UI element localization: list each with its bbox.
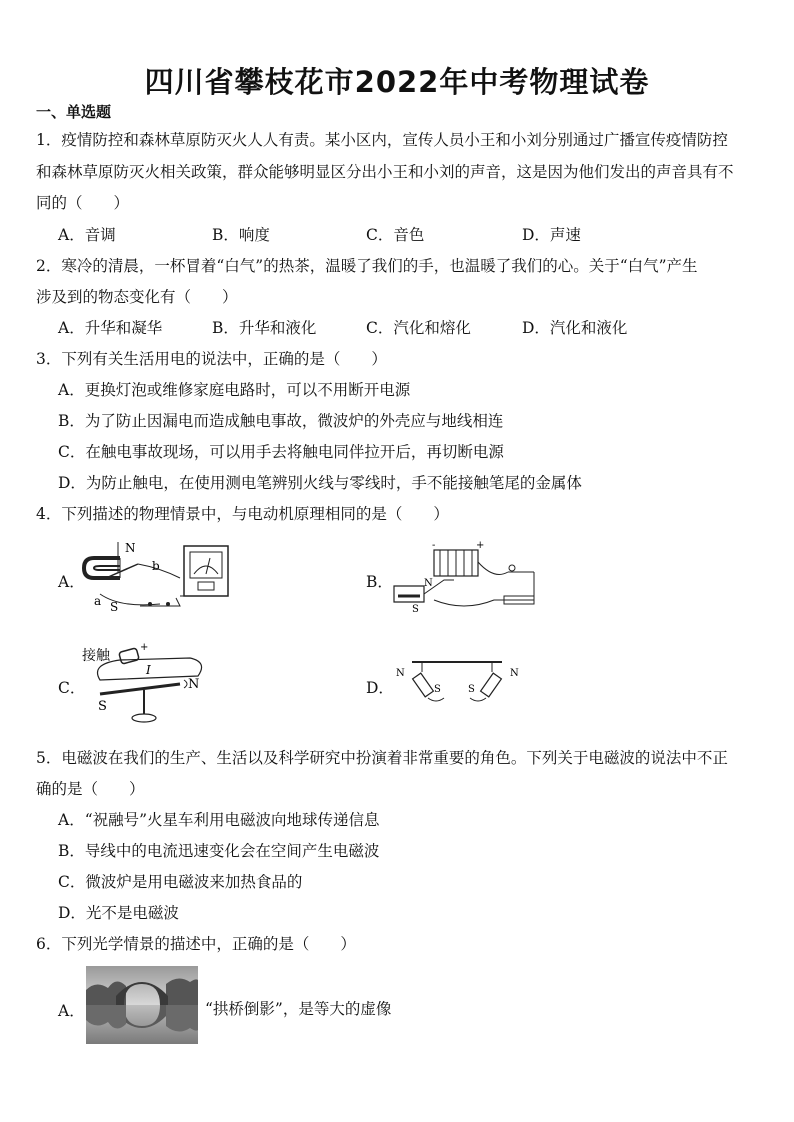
figure-4b-label-plus: + — [476, 540, 485, 551]
question-1-line-2: 和森林草原防灭火相关政策，群众能够明显区分出小王和小刘的声音，这是因为他们发出的声音具有不 — [36, 163, 734, 181]
question-5-option-b: B．导线中的电流迅速变化会在空间产生电磁波 — [58, 842, 380, 860]
question-5-option-c: C．微波炉是用电磁波来加热食品的 — [58, 873, 303, 891]
question-5-option-d: D．光不是电磁波 — [58, 904, 179, 922]
figure-4c-label-plus: + — [140, 642, 149, 653]
figure-4a-label-s: S — [110, 600, 119, 614]
figure-4c-label-s: S — [98, 699, 107, 714]
question-3-line-1: 3．下列有关生活用电的说法中，正确的是（ ） — [36, 350, 387, 368]
question-4-option-c-label: C． — [58, 679, 86, 697]
question-2-option-a: A．升华和凝华 — [58, 319, 163, 337]
question-3-option-a: A．更换灯泡或维修家庭电路时，可以不用断开电源 — [58, 381, 411, 399]
question-1-option-a: A．音调 — [58, 226, 116, 244]
question-1-option-c: C．音色 — [366, 226, 425, 244]
question-2-line-2: 涉及到的物态变化有（ ） — [36, 288, 238, 306]
question-1-line-3: 同的（ ） — [36, 194, 130, 212]
figure-4d-label-s-left: S — [434, 684, 441, 695]
figure-4b-label-s: S — [412, 604, 419, 615]
figure-4d-magnets-setup — [392, 658, 522, 708]
figure-4c-compass-setup — [80, 640, 220, 726]
question-2-option-c: C．汽化和熔化 — [366, 319, 471, 337]
figure-4d-label-n-right: N — [510, 668, 519, 679]
arch-bridge-reflection-photo — [86, 966, 198, 1044]
figure-4b-label-minus: - — [432, 540, 436, 551]
question-4-option-a-label: A． — [58, 573, 85, 591]
question-1-option-d: D．声速 — [522, 226, 581, 244]
question-1-option-b: B．响度 — [212, 226, 270, 244]
question-5-line-1: 5．电磁波在我们的生产、生活以及科学研究中扮演着非常重要的角色。下列关于电磁波的说法中不正 — [36, 749, 728, 767]
figure-4b-label-n: N — [424, 578, 433, 589]
section-heading: 一、单选题 — [36, 103, 112, 121]
question-3-option-d: D．为防止触电，在使用测电笔辨别火线与零线时，手不能接触笔尾的金属体 — [58, 474, 582, 492]
page-title: 四川省攀枝花市2022年中考物理试卷 — [144, 65, 650, 99]
question-2-line-1: 2．寒冷的清晨，一杯冒着“白气”的热茶，温暖了我们的手，也温暖了我们的心。关于“白气”产生 — [36, 257, 698, 275]
question-6-option-a-label: A． — [58, 1002, 85, 1020]
question-5-option-a: A．“祝融号”火星车利用电磁波向地球传递信息 — [58, 811, 380, 829]
question-2-option-b: B．升华和液化 — [212, 319, 317, 337]
figure-4a-label-a: a — [94, 594, 102, 608]
figure-4c-label-i: I — [146, 663, 151, 677]
question-4-option-b-label: B． — [366, 573, 393, 591]
question-1-line-1: 1．疫情防控和森林草原防灭火人人有责。某小区内，宣传人员小王和小刘分别通过广播宣传疫情防控 — [36, 131, 728, 149]
figure-4d-label-n-left: N — [396, 668, 405, 679]
figure-4c-label-n: N — [188, 677, 200, 692]
figure-4a-label-n: N — [125, 541, 136, 555]
question-3-option-b: B．为了防止因漏电而造成触电事故，微波炉的外壳应与地线相连 — [58, 412, 504, 430]
figure-4b-circuit-setup — [384, 540, 554, 616]
question-3-option-c: C．在触电事故现场，可以用手去将触电同伴拉开后，再切断电源 — [58, 443, 504, 461]
question-5-line-2: 确的是（ ） — [36, 780, 145, 798]
question-4-line-1: 4．下列描述的物理情景中，与电动机原理相同的是（ ） — [36, 505, 449, 523]
figure-4a-label-b: b — [152, 559, 160, 573]
figure-4a-galvanometer-setup — [80, 538, 240, 614]
question-2-option-d: D．汽化和液化 — [522, 319, 628, 337]
question-4-option-d-label: D． — [366, 679, 394, 697]
figure-4c-label-contact: 接触 — [82, 648, 110, 664]
question-6-option-a-text: “拱桥倒影”，是等大的虚像 — [205, 1000, 392, 1018]
question-6-line-1: 6．下列光学情景的描述中，正确的是（ ） — [36, 935, 356, 953]
figure-4d-label-s-right: S — [468, 684, 475, 695]
